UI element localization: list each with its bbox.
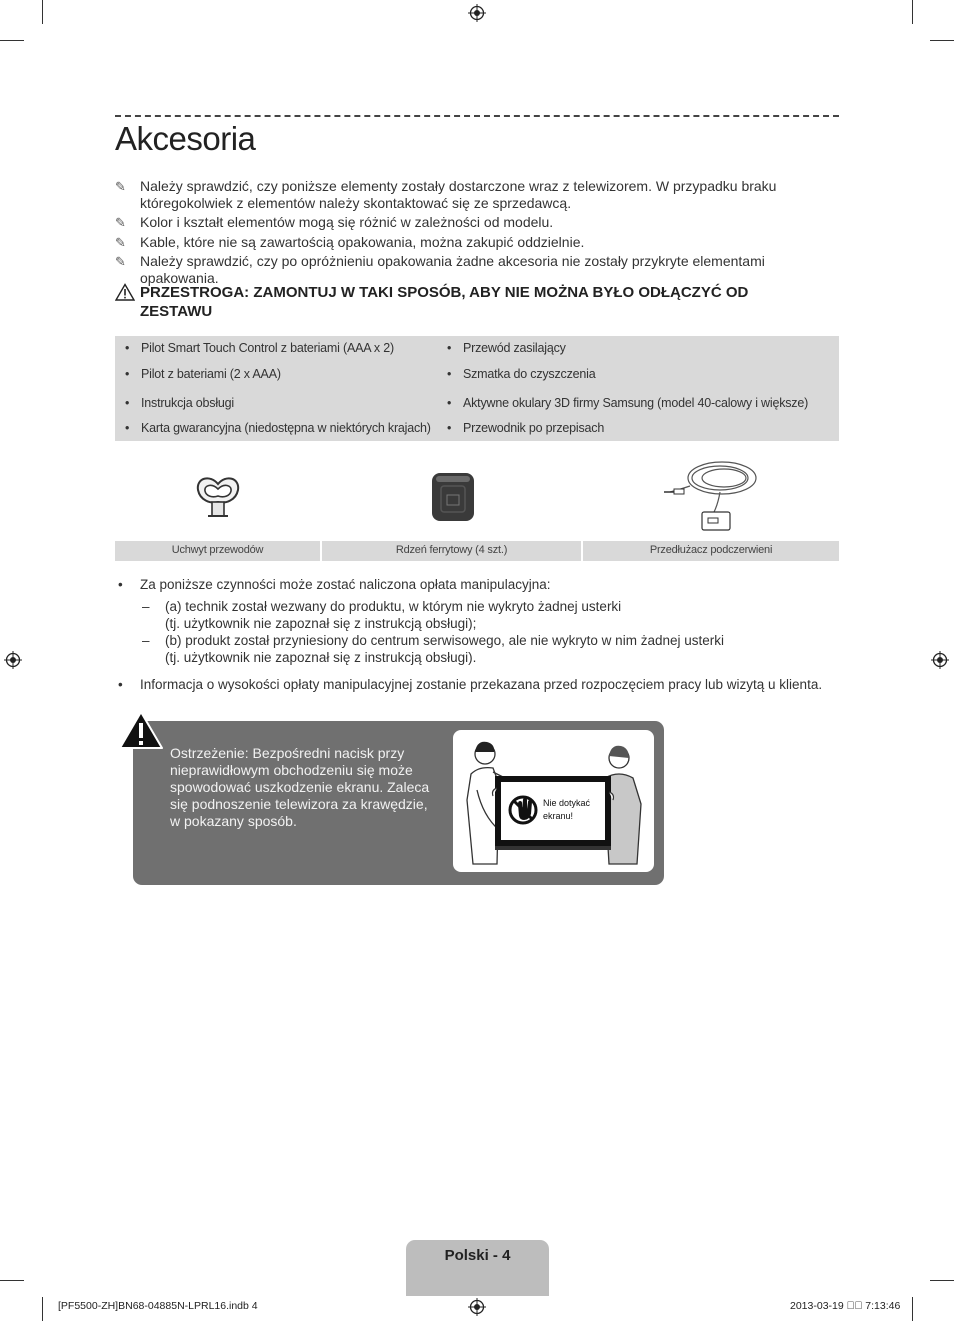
- fee-item-b-line2: (tj. użytkownik nie zapoznał się z instrukcją obsługi).: [165, 650, 477, 665]
- accessory-label: Pilot z bateriami (2 x AAA): [141, 367, 281, 381]
- note-text: Należy sprawdzić, czy po opróżnieniu opakowania żadne akcesoria nie zostały przykryte elementami opakowania.: [140, 253, 765, 286]
- pencil-note-icon: ✎: [115, 235, 126, 250]
- dash-bullet: –: [142, 633, 150, 648]
- pencil-note-icon: ✎: [115, 179, 126, 194]
- note-item: [115, 253, 845, 287]
- print-slug-timestamp: 2013-03-19 ￿￿ 7:13:46: [790, 1300, 901, 1312]
- accessory-label: Przewodnik po przepisach: [463, 421, 605, 435]
- bullet: •: [118, 677, 123, 692]
- crop-mark: [0, 1280, 24, 1281]
- accessory-item: • Instrukcja obsługi: [125, 396, 234, 410]
- title-rule: [115, 115, 839, 117]
- crop-mark: [930, 40, 954, 41]
- crop-mark: [912, 0, 913, 24]
- registration-mark-icon: [4, 651, 22, 669]
- fees-intro: Za poniższe czynności może zostać naliczona opłata manipulacyjna:: [140, 577, 551, 592]
- registration-mark-icon: [468, 4, 486, 22]
- caution-triangle-icon: [115, 283, 135, 301]
- note-text: Kolor i kształt elementów mogą się różnić w zależności od modelu.: [140, 214, 554, 230]
- crop-mark: [42, 0, 43, 24]
- warning-triangle-icon: [118, 710, 164, 750]
- fee-item-b-line1: (b) produkt został przyniesiony do centrum serwisowego, ale nie wykryto w nim żadnej usterki: [165, 633, 724, 648]
- screen-label-line2: ekranu!: [543, 811, 574, 821]
- caution-notice: [115, 283, 815, 321]
- image-caption: Przedłużacz podczerwieni: [649, 544, 773, 556]
- crop-mark: [0, 40, 24, 41]
- note-item: [115, 234, 845, 251]
- image-caption: Rdzeń ferrytowy (4 szt.): [395, 544, 508, 556]
- accessory-label: Pilot Smart Touch Control z bateriami (AAA x 2): [141, 341, 394, 355]
- registration-mark-icon: [931, 651, 949, 669]
- fee-info: Informacja o wysokości opłaty manipulacyjnej zostanie przekazana przed rozpoczęciem pracy lub wizytą u klienta.: [140, 677, 823, 692]
- page-title: Akcesoria: [115, 120, 256, 157]
- fee-item-a-line2: (tj. użytkownik nie zapoznał się z instrukcją obsługi);: [165, 616, 477, 631]
- registration-mark-icon: [468, 1298, 486, 1316]
- fee-item-a-line1: (a) technik został wezwany do produktu, w którym nie wykryto żadnej usterki: [165, 599, 622, 614]
- crop-mark: [930, 1280, 954, 1281]
- accessory-item: • Karta gwarancyjna (niedostępna w niektórych krajach): [125, 421, 431, 435]
- dash-bullet: –: [142, 599, 150, 614]
- note-item: [115, 178, 845, 212]
- warning-text: Ostrzeżenie: Bezpośredni nacisk przy nieprawidłowym obchodzeniu się może spowodować uszkodzenie ekranu. Zaleca się podnoszenie telewizora za krawędzie, w pokazany sposób.: [170, 745, 430, 829]
- accessory-item: • Aktywne okulary 3D firmy Samsung (model 40-calowy i większe): [447, 396, 809, 410]
- note-item: [115, 214, 845, 231]
- bullet: •: [118, 577, 123, 592]
- screen-label: [543, 797, 590, 823]
- crop-mark: [42, 1297, 43, 1321]
- pencil-note-icon: ✎: [115, 215, 126, 230]
- accessory-item: • Pilot Smart Touch Control z bateriami (AAA x 2): [125, 341, 394, 355]
- caution-text: PRZESTROGA: ZAMONTUJ W TAKI SPOSÓB, ABY NIE MOŻNA BYŁO ODŁĄCZYĆ OD ZESTAWU: [140, 284, 749, 320]
- screen-label-line1: Nie dotykać: [543, 798, 591, 808]
- accessory-item: • Pilot z bateriami (2 x AAA): [125, 367, 281, 381]
- accessory-label: Przewód zasilający: [463, 341, 566, 355]
- pencil-note-icon: ✎: [115, 254, 126, 269]
- accessory-item: • Przewód zasilający: [447, 341, 566, 355]
- accessory-label: Karta gwarancyjna (niedostępna w niektórych krajach): [141, 421, 431, 435]
- image-caption: Uchwyt przewodów: [171, 544, 264, 556]
- note-text: Kable, które nie są zawartością opakowania, można zakupić oddzielnie.: [140, 234, 585, 250]
- page-number: Polski - 4: [444, 1247, 511, 1264]
- ferrite-core-image: [430, 472, 476, 522]
- print-slug-file: [PF5500-ZH]BN68-04885N-LPRL16.indb 4: [58, 1300, 258, 1312]
- accessory-label: Aktywne okulary 3D firmy Samsung (model 40-calowy i większe): [463, 396, 809, 410]
- accessory-item: • Szmatka do czyszczenia: [447, 367, 596, 381]
- accessory-label: Instrukcja obsługi: [141, 396, 234, 410]
- note-text: Należy sprawdzić, czy poniższe elementy zostały dostarczone wraz z telewizorem. W przypadku braku któregokolwiek z elementów należy skontaktować się ze sprzedawcą.: [140, 178, 777, 211]
- ir-extender-image: [660, 456, 760, 536]
- tv-handling-illustration: [453, 730, 654, 872]
- accessory-item: • Przewodnik po przepisach: [447, 421, 605, 435]
- accessory-label: Szmatka do czyszczenia: [463, 367, 596, 381]
- cable-holder-image: [192, 470, 244, 522]
- crop-mark: [912, 1297, 913, 1321]
